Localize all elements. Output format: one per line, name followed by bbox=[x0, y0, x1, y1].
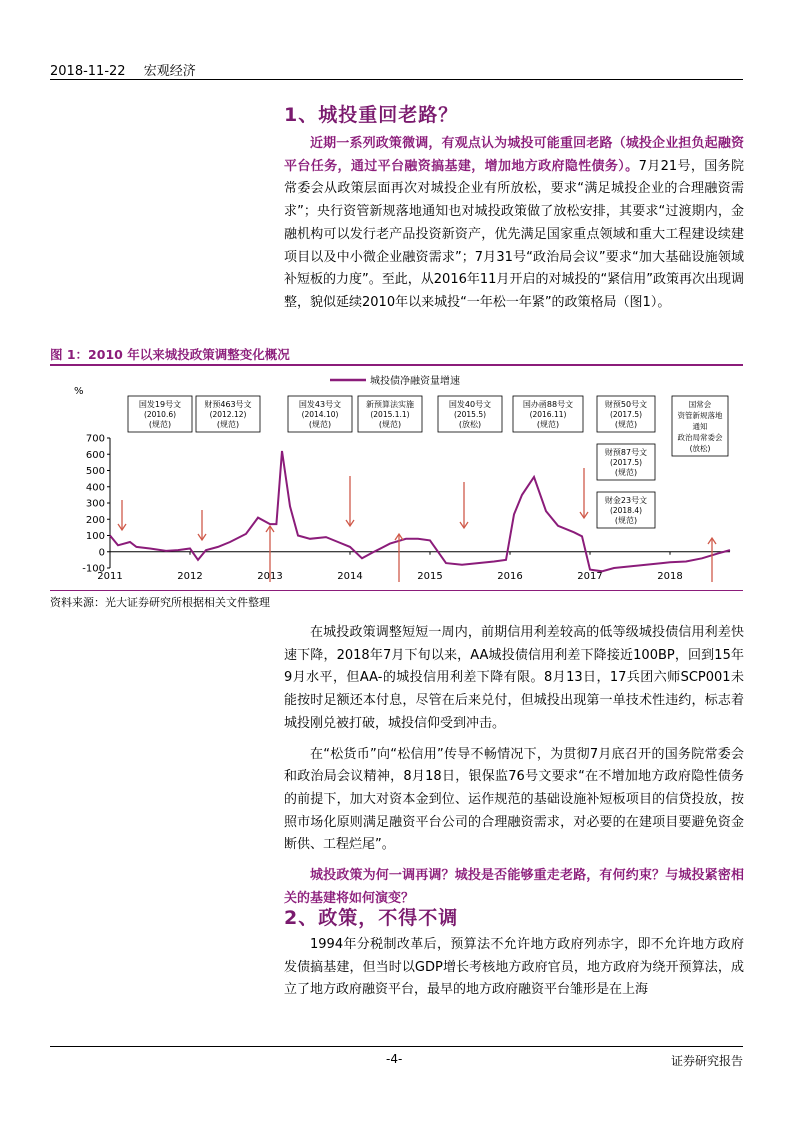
policy-annotation-date: (2018.4) bbox=[609, 506, 643, 515]
section1b-body bbox=[284, 622, 744, 910]
source-rule bbox=[50, 590, 743, 591]
section1-title: 1、城投重回老路？ bbox=[284, 104, 459, 126]
policy-annotation-last-line: (放松) bbox=[689, 444, 711, 453]
x-tick-label: 2011 bbox=[97, 571, 123, 582]
policy-annotation-last-line: 资管新规落地 bbox=[677, 411, 723, 420]
x-tick-label: 2012 bbox=[177, 571, 203, 582]
footer-label: 证券研究报告 bbox=[670, 1054, 743, 1068]
policy-annotation-label: 财预87号文 bbox=[604, 448, 648, 457]
header-category: 宏观经济 bbox=[143, 64, 196, 79]
section1-lead-rest: 7月21号，国务院常委会从政策层面再次对城投企业有所放松，要求“满足城投企业的合理融资需求”；央行资管新规落地通知也对城投政策做了放松安排，其要求“过渡期内，金融机构可以发行老产品投资新资产，优先满足国家重点领域和重大工程建设续建项目以及中小微企业融资需求”；7月31号“政治局会议”要求“加大基础设施领域补短板的力度”。至此，从2016年11月开启的对城投的“紧信用”政策再次出现调整，貌似延续2010年以来城投“一年松一年紧”的政策格局（图1）。 bbox=[284, 158, 744, 310]
legend-label: 城投债净融资量增速 bbox=[370, 376, 460, 387]
x-tick-label: 2015 bbox=[417, 571, 443, 582]
policy-annotation-last-line: 政治局常委会 bbox=[677, 433, 723, 442]
policy-annotation-label: 国发43号文 bbox=[298, 400, 342, 409]
x-tick-label: 2017 bbox=[577, 571, 603, 582]
section1b-p1: 在城投政策调整短短一周内，前期信用利差较高的低等级城投债信用利差快速下降，2018年7月下旬以来，AA城投债信用利差下降接近100BP，回到15年9月水平，但AA-的城投信用利差下降有限。8月13日，17兵团六师SCP001未能按时足额还本付息，尽管在后来兑付，但城投出现第一单技术性违约，标志着城投刚兑被打破，城投信仰受到冲击。 bbox=[284, 625, 744, 731]
x-tick-label: 2013 bbox=[257, 571, 283, 582]
y-tick-label: 400 bbox=[85, 482, 105, 494]
section1-paragraph bbox=[284, 133, 744, 315]
policy-annotation-last-line: 国常会 bbox=[688, 400, 712, 409]
header-rule bbox=[50, 79, 743, 80]
policy-annotation-label: 财预463号文 bbox=[204, 400, 252, 409]
policy-annotation-kind: (规范) bbox=[614, 516, 638, 525]
section1-lead-bold: 近期一系列政策微调，有观点认为城投可能重回老路（城投企业担负起融资平台任务，通过平台融资搞基建，增加地方政府隐性债务）。 bbox=[284, 136, 744, 174]
page-header bbox=[50, 60, 210, 79]
policy-annotation-date: (2017.5) bbox=[609, 458, 643, 467]
policy-annotation-kind: (规范) bbox=[614, 420, 638, 429]
policy-annotation-label: 财预50号文 bbox=[604, 400, 648, 409]
footer-rule bbox=[50, 1046, 743, 1047]
policy-annotation-label: 新预算法实施 bbox=[366, 400, 414, 409]
policy-annotation-kind: (规范) bbox=[308, 420, 332, 429]
policy-annotation-kind: (放松) bbox=[458, 420, 482, 429]
y-tick-label: 0 bbox=[98, 547, 105, 559]
y-tick-label: 600 bbox=[85, 449, 105, 461]
section2-p1: 1994年分税制改革后，预算法不允许地方政府列赤字，即不允许地方政府发债搞基建，但当时以GDP增长考核地方政府官员，地方政府为绕开预算法，成立了地方政府融资平台，最早的地方政府融资平台雏形是在上海 bbox=[284, 937, 744, 998]
policy-annotation-kind: (规范) bbox=[216, 420, 240, 429]
section1b-p2: 在“松货币”向“松信用”传导不畅情况下，为贯彻7月底召开的国务院常委会和政治局会议精神，8月18日，银保监76号文要求“在不增加地方政府隐性债务的前提下，加大对资本金到位、运作规范的基础设施补短板项目的信贷投放，按照市场化原则满足融资平台公司的合理融资需求，对必要的在建项目要避免资金断供、工程烂尾”。 bbox=[284, 746, 744, 853]
policy-annotation-label: 国发40号文 bbox=[448, 400, 492, 409]
policy-annotation-date: (2017.5) bbox=[609, 410, 643, 419]
policy-chart bbox=[50, 368, 743, 588]
y-tick-label: 700 bbox=[85, 433, 105, 445]
figure-source: 资料来源：光大证券研究所根据相关文件整理 bbox=[50, 596, 270, 609]
policy-annotation-kind: (规范) bbox=[614, 468, 638, 477]
header-date: 2018-11-22 bbox=[50, 64, 126, 79]
section1b-p3: 城投政策为何一调再调？城投是否能够重走老路，有何约束？与城投紧密相关的基建将如何演变？ bbox=[284, 868, 744, 906]
policy-annotation-date: (2015.5) bbox=[453, 410, 487, 419]
policy-annotation-date: (2014.10) bbox=[301, 410, 339, 419]
policy-annotation-date: (2012.12) bbox=[209, 410, 247, 419]
policy-annotation-date: (2010.6) bbox=[143, 410, 177, 419]
footer-page-number: -4- bbox=[386, 1052, 403, 1066]
figure-title: 图 1：2010 年以来城投政策调整变化概况 bbox=[50, 347, 290, 362]
y-tick-label: 100 bbox=[85, 531, 105, 542]
policy-annotation-label: 国办函88号文 bbox=[522, 400, 574, 409]
section2-body bbox=[284, 934, 744, 1002]
policy-annotation-label: 财金23号文 bbox=[604, 496, 648, 505]
figure-title-rule bbox=[50, 364, 743, 366]
y-tick-label: 200 bbox=[85, 514, 105, 526]
y-tick-label: 500 bbox=[85, 466, 105, 477]
x-tick-label: 2014 bbox=[337, 571, 363, 582]
policy-annotation-date: (2016.11) bbox=[529, 410, 567, 419]
x-tick-label: 2016 bbox=[497, 571, 523, 582]
policy-annotation-label: 国发19号文 bbox=[138, 400, 182, 409]
policy-annotation-kind: (规范) bbox=[148, 420, 172, 429]
policy-annotation-last-line: 通知 bbox=[692, 422, 708, 431]
y-tick-label: -100 bbox=[82, 563, 105, 575]
policy-annotation-kind: (规范) bbox=[378, 420, 402, 429]
y-axis-unit: % bbox=[74, 386, 84, 397]
y-tick-label: 300 bbox=[85, 498, 105, 510]
policy-annotation-kind: (规范) bbox=[536, 420, 560, 429]
x-tick-label: 2018 bbox=[657, 571, 683, 582]
policy-annotation-date: (2015.1.1) bbox=[370, 410, 410, 419]
section2-title: 2、政策，不得不调 bbox=[284, 907, 459, 929]
